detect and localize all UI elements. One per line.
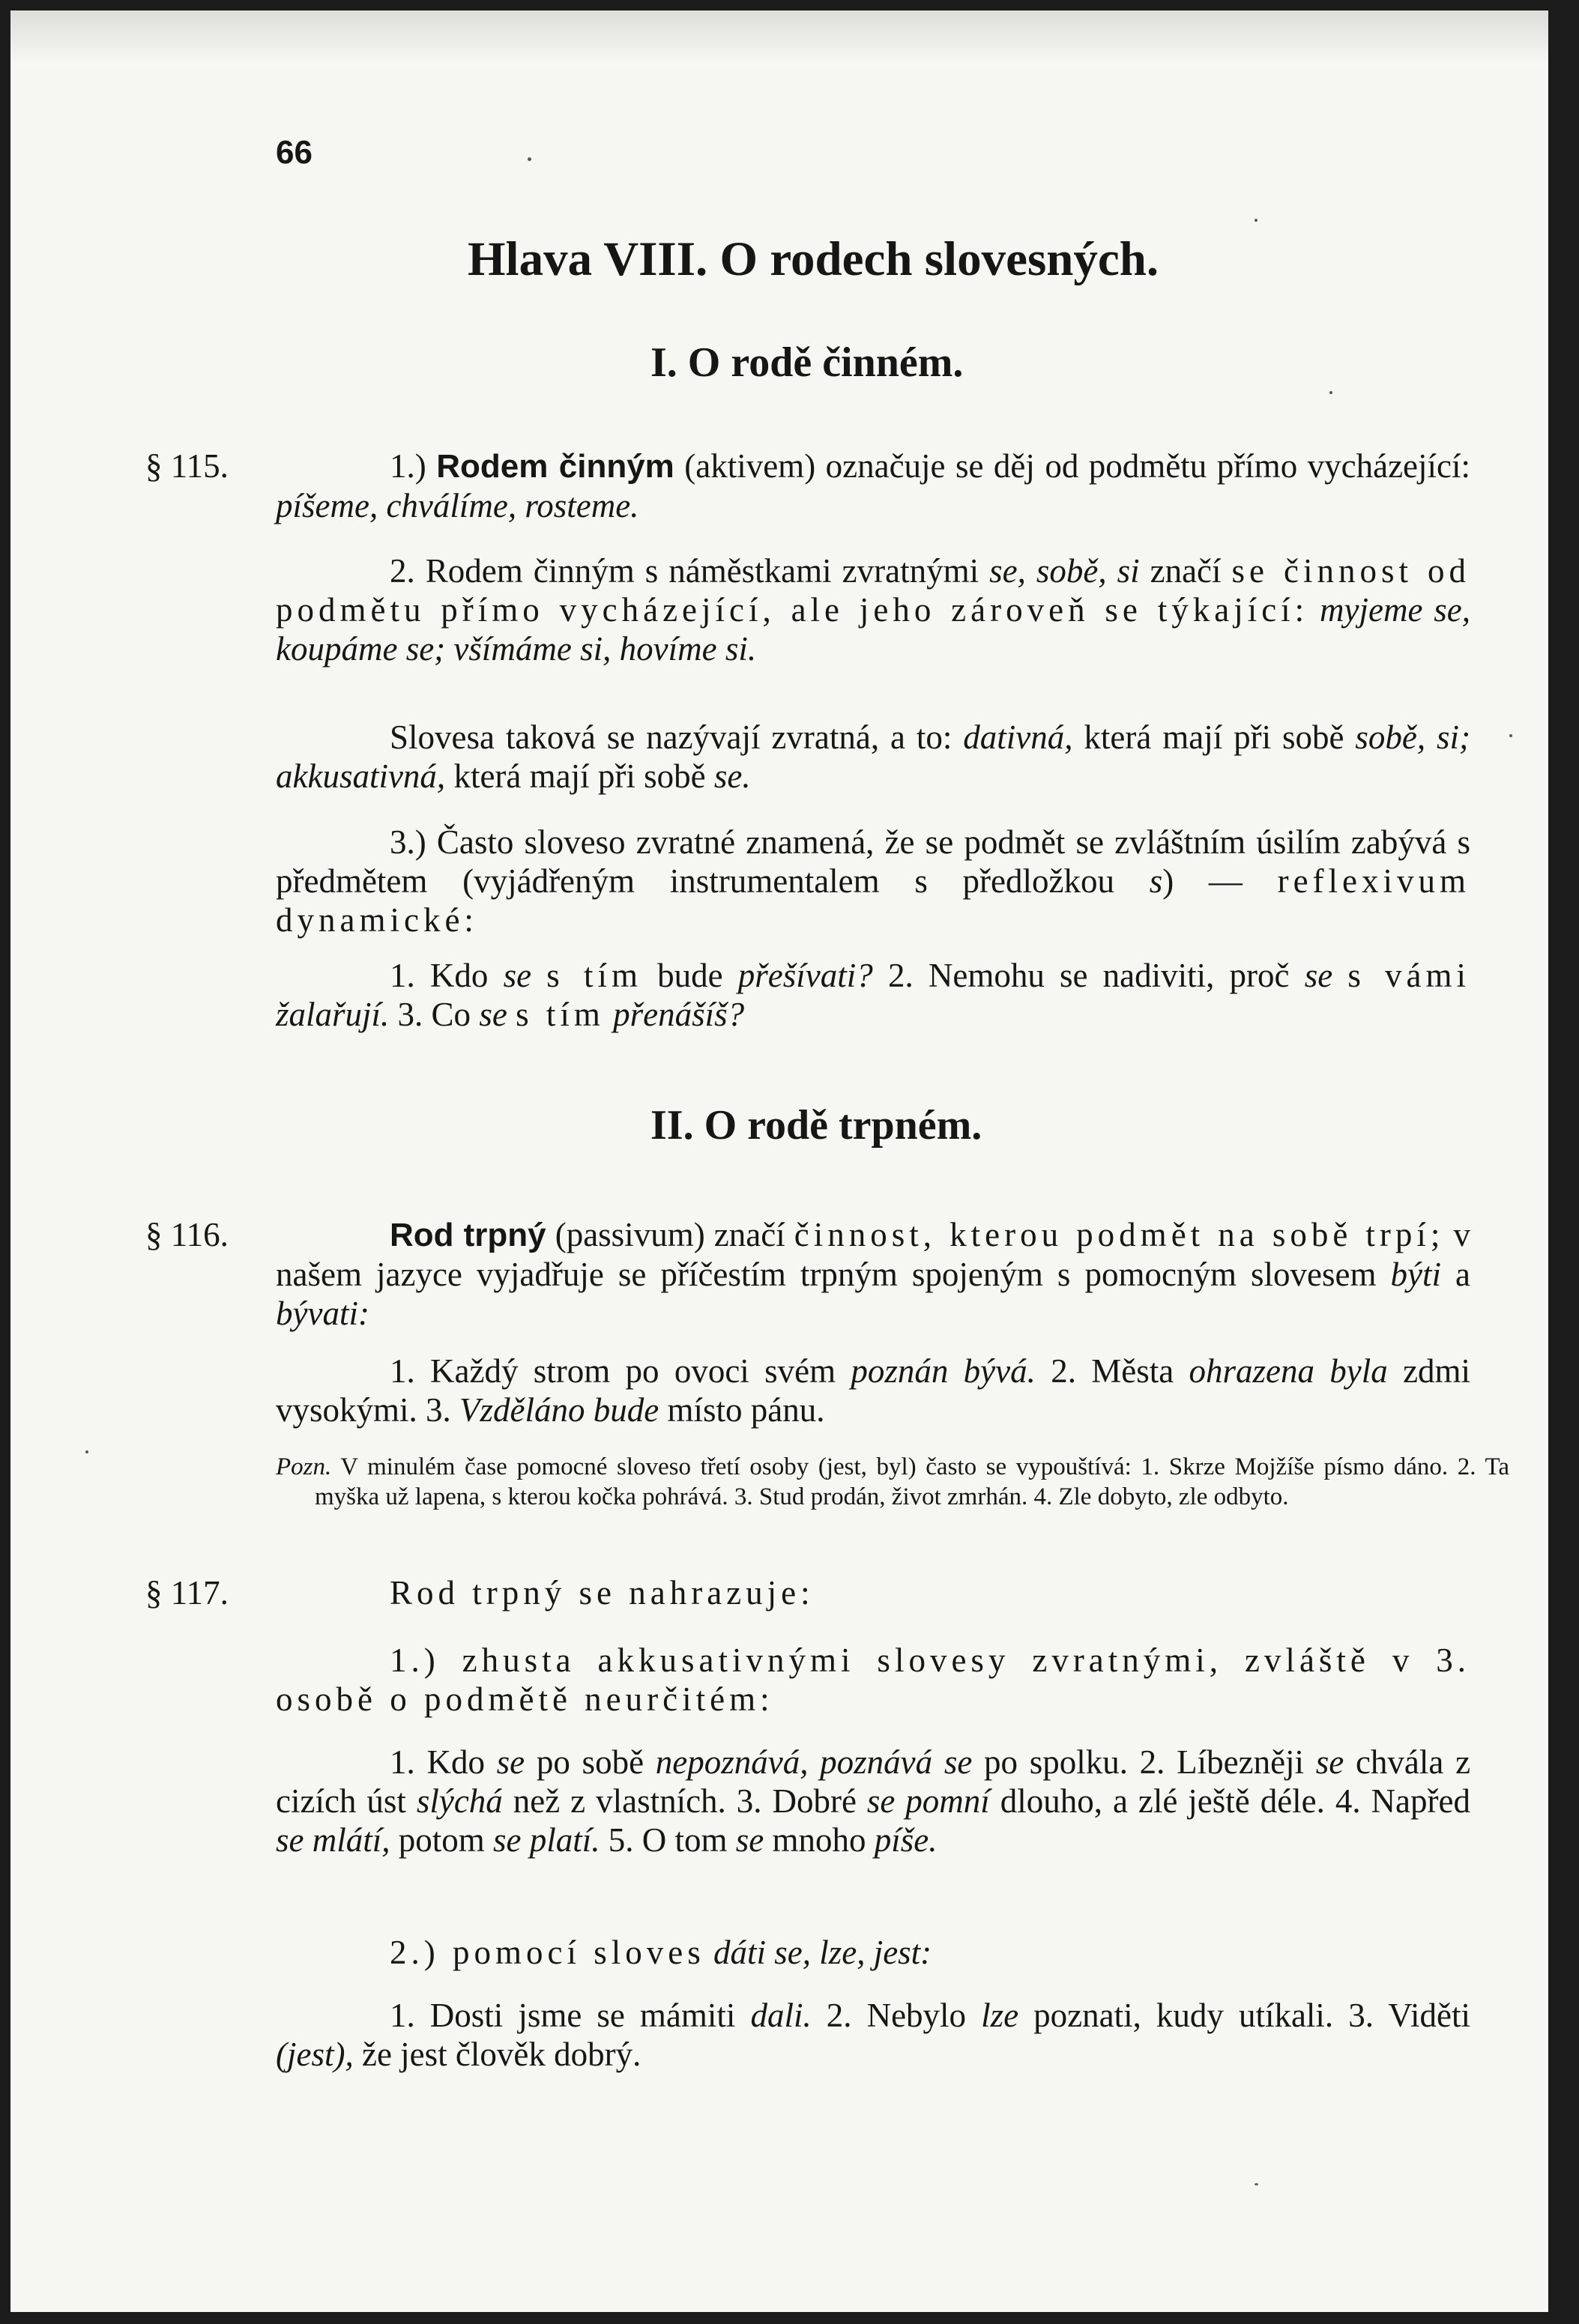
s116-examples: 1. Každý strom po ovoci svém poznán bývá. 2. Města ohrazena byla zdmi vysokými. 3. Vzděláno bude místo pánu.	[276, 1352, 1471, 1429]
paragraph-mark-115: § 115.	[145, 447, 229, 485]
s117-point-2: 2.) pomocí sloves dáti se, lze, jest:	[390, 1934, 932, 1971]
s117-point-1: 1.) zhusta akkusativnými slovesy zvratnými, zvláště v 3. osobě o podmětě neurčitém:	[276, 1641, 1470, 1718]
book-page	[10, 10, 1548, 2312]
scan-speck	[1255, 2183, 1258, 2185]
scan-speck	[85, 1450, 88, 1453]
s115-point-1: 1.) Rodem činným (aktivem) označuje se děj od podmětu přímo vycházející: píšeme, chválíme, rosteme.	[276, 447, 1471, 524]
chapter-title: Hlava VIII. O rodech slovesných.	[468, 232, 1159, 286]
paragraph-mark-116: § 116.	[145, 1216, 229, 1253]
paragraph-mark-117: § 117.	[145, 1574, 229, 1612]
s115-examples: 1. Kdo se s tím bude přešívati? 2. Nemohu se nadiviti, proč se s vámi žalařují. 3. Co se s tím přenášíš?	[276, 957, 1471, 1033]
scan-speck	[528, 157, 531, 161]
s115-reflexive-types: Slovesa taková se nazývají zvratná, a to: dativná, která mají při sobě sobě, si; akkusativná, která mají při sobě se.	[276, 718, 1471, 795]
s117-examples-2: 1. Dosti jsme se mámiti dali. 2. Nebylo lze poznati, kudy utíkali. 3. Viděti (jest), že jest člověk dobrý.	[276, 1997, 1470, 2073]
s115-point-3: 3.) Často sloveso zvratné znamená, že se podmět se zvláštním úsilím zabývá s předmětem (vyjádřeným instrumentalem s předložkou s) — reflexivum dynamické:	[276, 823, 1471, 939]
section-title-passive: II. O rodě trpném.	[650, 1102, 982, 1149]
page-number: 66	[276, 134, 313, 171]
s115-point-2: 2. Rodem činným s náměstkami zvratnými se, sobě, si značí se činnost od podmětu přímo vycházející, ale jeho zároveň se týkající: myjeme se, koupáme se; všímáme si, hovíme si.	[276, 552, 1471, 668]
scan-speck	[1329, 391, 1332, 394]
scan-speck	[1255, 219, 1258, 222]
page-top-shadow	[10, 10, 1548, 63]
s117-intro: Rod trpný se nahrazuje:	[390, 1574, 815, 1612]
s116-definition: Rod trpný (passivum) značí činnost, kterou podmět na sobě trpí; v našem jazyce vyjadřuje se příčestím trpným spojeným s pomocným slovesem býti a bývati:	[276, 1216, 1470, 1332]
s117-examples-1: 1. Kdo se po sobě nepoznává, poznává se po spolku. 2. Líbezněji se chvála z cizích úst slýchá než z vlastních. 3. Dobré se pomní dlouho, a zlé ještě déle. 4. Napřed se mlátí, potom se platí. 5. O tom se mnoho píše.	[276, 1743, 1471, 1859]
s116-note: Pozn. V minulém čase pomocné sloveso třetí osoby (jest, byl) často se vypouštívá: 1. Skrze Mojžíše písmo dáno. 2. Ta myška už lapena, s kterou kočka pohrává. 3. Stud prodán, život zmrhán. 4. Zle dobyto, zle odbyto.	[276, 1453, 1509, 1510]
section-title-active: I. O rodě činném.	[650, 339, 964, 386]
scan-speck	[1509, 734, 1512, 737]
